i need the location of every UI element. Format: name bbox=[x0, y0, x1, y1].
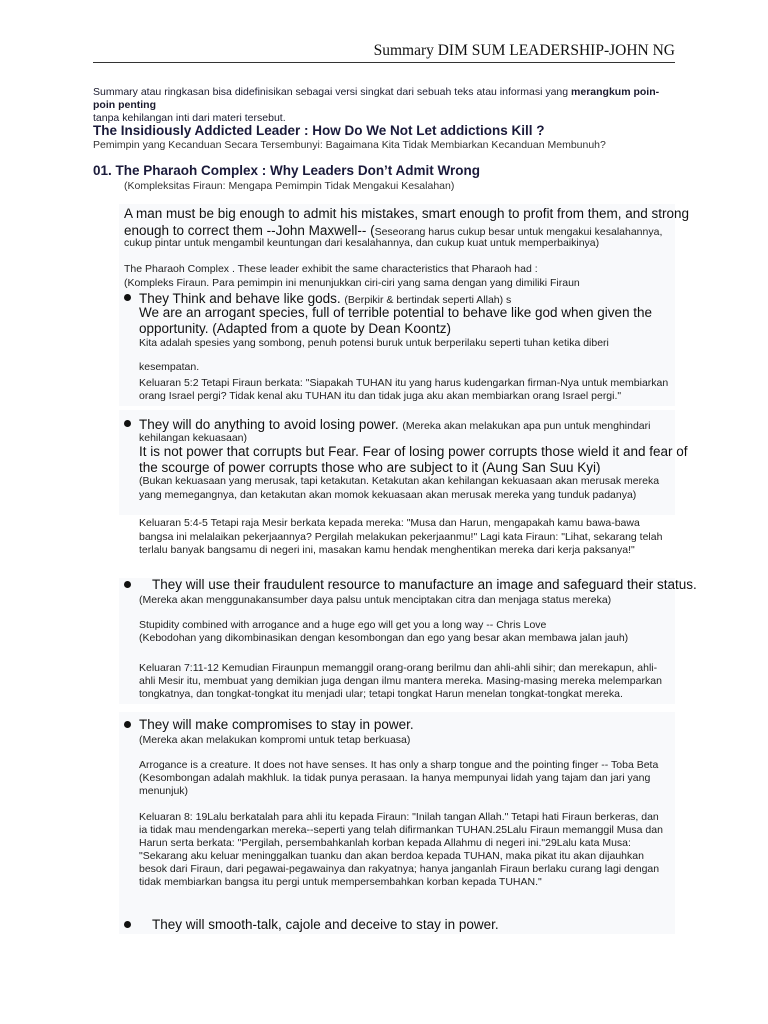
main-title-translation: Pemimpin yang Kecanduan Secara Tersembunyi: Bagaimana Kita Tidak Membiarkan Kecanduan Membunuh? bbox=[93, 139, 606, 151]
bullet-2-tr-line2: yang memegangnya, dan ketakutan akan momok kekuasaan akan merusak mereka yang tunduk padanya) bbox=[139, 489, 637, 501]
bullet-dot-3 bbox=[124, 581, 131, 588]
bullet-2-verse-line1: Keluaran 5:4-5 Tetapi raja Mesir berkata kepada mereka: "Musa dan Harun, mengapakah kamu bawa-bawa bbox=[139, 517, 640, 529]
bullet-dot-4 bbox=[124, 721, 131, 728]
bullet-dot-1 bbox=[124, 294, 131, 301]
bullet-2-head: They will do anything to avoid losing power. bbox=[139, 417, 403, 432]
bullet-3-head-tr: (Mereka akan menggunakansumber daya palsu untuk menciptakan citra dan menjaga status mereka) bbox=[139, 594, 612, 606]
bullet-3-quote-tr: (Kebodohan yang dikombinasikan dengan kesombongan dan ego yang besar akan membawa jalan jauh) bbox=[139, 632, 629, 644]
document-header: Summary DIM SUM LEADERSHIP-JOHN NG bbox=[373, 42, 675, 59]
bullet-4-verse-line4: "Sekarang aku keluar meninggalkan tuanku dan akan berdoa kepada TUHAN, maka pikat itu akan dijauhkan bbox=[139, 850, 644, 862]
intro-bold: merangkum poin-poin penting bbox=[93, 86, 660, 111]
complex-line1: The Pharaoh Complex . These leader exhibit the same characteristics that Pharaoh had : bbox=[124, 263, 538, 275]
quote-maxwell-big: enough to correct them --John Maxwell-- ( bbox=[124, 223, 375, 238]
bullet-1-quote-line2: opportunity. (Adapted from a quote by Dean Koontz) bbox=[139, 321, 451, 336]
bullet-2-head-tr: (Mereka akan melakukan apa pun untuk menghindari bbox=[402, 420, 651, 432]
bullet-dot-5 bbox=[124, 921, 131, 928]
bullet-4-verse-line2: ia tidak mau mendengarkan mereka--seperti yang telah difirmankan TUHAN.25Lalu Firaun memanggil Musa dan bbox=[139, 824, 663, 836]
bullet-4-quote-line3: menunjuk) bbox=[139, 785, 189, 797]
complex-line2: (Kompleks Firaun. Para pemimpin ini menunjukkan ciri-ciri yang sama dengan yang dimiliki Firaun bbox=[124, 277, 580, 289]
bullet-2-quote-line1: It is not power that corrupts but Fear. Fear of losing power corrupts those wield it and fear of bbox=[139, 444, 688, 459]
quote-maxwell-small: Seseorang harus cukup besar untuk mengakui kesalahannya, bbox=[374, 226, 663, 238]
quote-maxwell-line3: cukup pintar untuk mengambil keuntungan dari kesalahannya, dan cukup kuat untuk memperbaikinya) bbox=[124, 237, 600, 249]
bullet-2-tr-line1: (Bukan kekuasaan yang merusak, tapi ketakutan. Ketakutan akan kehilangan kekuasaan akan merusak mereka bbox=[139, 475, 660, 487]
bullet-4-head-tr: (Mereka akan melakukan kompromi untuk tetap berkuasa) bbox=[139, 734, 411, 746]
bullet-4-quote-line1: Arrogance is a creature. It does not have senses. It has only a sharp tongue and the pointing finger -- Toba Beta bbox=[139, 759, 659, 771]
intro-paragraph bbox=[93, 86, 678, 125]
bullet-1-verse-line1: Keluaran 5:2 Tetapi Firaun berkata: "Siapakah TUHAN itu yang harus kudengarkan firman-Nya untuk membiarkan bbox=[139, 377, 669, 389]
intro-text-line2: tanpa kehilangan inti dari materi tersebut. bbox=[93, 112, 286, 124]
bullet-4-verse-line3: Harun serta berkata: "Pergilah, persembahkanlah korban kepada Allahmu di negeri ini."29Lalu kata Musa: bbox=[139, 837, 631, 849]
bullet-2-head-tr-line2: kehilangan kekuasaan) bbox=[139, 432, 247, 444]
bullet-2-verse-line2: bangsa ini melalaikan pekerjaannya? Pergilah melakukan pekerjaanmu!" Lagi kata Firaun: "Lihat, sekarang telah bbox=[139, 531, 663, 543]
section-title: 01. The Pharaoh Complex : Why Leaders Don’t Admit Wrong bbox=[93, 163, 481, 178]
bullet-3-verse-line2: ahli Mesir itu, membuat yang demikian juga dengan ilmu mantera mereka. Masing-masing mereka melemparkan bbox=[139, 675, 662, 687]
quote-maxwell-line1: A man must be big enough to admit his mistakes, smart enough to profit from them, and strong bbox=[124, 206, 690, 221]
bullet-4-quote-line2: (Kesombongan adalah makhluk. Ia tidak punya perasaan. Ia hanya mempunyai lidah yang tajam dan jari yang bbox=[139, 772, 651, 784]
section-translation: (Kompleksitas Firaun: Mengapa Pemimpin Tidak Mengakui Kesalahan) bbox=[124, 180, 455, 192]
bullet-2-quote-line2: the scourge of power corrupts those who are subject to it (Aung San Suu Kyi) bbox=[139, 460, 601, 475]
bullet-3-verse-line1: Keluaran 7:11-12 Kemudian Firaunpun memanggil orang-orang berilmu dan ahli-ahli sihir; dan merekapun, ahli- bbox=[139, 662, 658, 674]
bullet-3-quote: Stupidity combined with arrogance and a huge ego will get you a long way -- Chris Love bbox=[139, 619, 547, 631]
bullet-3-head: They will use their fraudulent resource to manufacture an image and safeguard their status. bbox=[152, 577, 697, 592]
header-rule bbox=[93, 62, 675, 63]
bullet-4-verse-line1: Keluaran 8: 19Lalu berkatalah para ahli itu kepada Firaun: "Inilah tangan Allah." Tetapi hati Firaun berkeras, dan bbox=[139, 811, 659, 823]
bullet-3-verse-line3: tongkatnya, dan tongkat-tongkat itu menjadi ular; tetapi tongkat Harun menelan tongkat-tongkat mereka. bbox=[139, 688, 623, 700]
bullet-dot-2 bbox=[124, 420, 131, 427]
bullet-2-verse-line3: terlalu banyak bangsamu di negeri ini, masakan kamu hendak menghentikan mereka dari kerja paksanya!" bbox=[139, 544, 635, 556]
bullet-4-head: They will make compromises to stay in power. bbox=[139, 717, 414, 732]
bullet-1-tr-line2: kesempatan. bbox=[139, 361, 200, 373]
bullet-4-verse-line6: tidak membiarkan bangsa itu pergi untuk mempersembahkan korban kepada TUHAN." bbox=[139, 876, 542, 888]
bullet-5-head: They will smooth-talk, cajole and deceive to stay in power. bbox=[152, 917, 499, 932]
bullet-1-tr-line1: Kita adalah spesies yang sombong, penuh potensi buruk untuk berperilaku seperti tuhan ketika diberi bbox=[139, 337, 609, 349]
bullet-4-verse-line5: besok dari Firaun, dari pegawai-pegawainya dan rakyatnya; hanya janganlah Firaun berlaku curang lagi dengan bbox=[139, 863, 660, 875]
intro-text: Summary atau ringkasan bisa didefinisikan sebagai versi singkat dari sebuah teks atau informasi yang bbox=[93, 86, 572, 98]
bullet-1-head-tr: (Berpikir & bertindak seperti Allah) s bbox=[344, 294, 512, 306]
bullet-1-verse-line2: orang Israel pergi? Tidak kenal aku TUHAN itu dan tidak juga aku akan membiarkan orang Israel pergi." bbox=[139, 390, 622, 402]
main-title: The Insidiously Addicted Leader : How Do We Not Let addictions Kill ? bbox=[93, 123, 545, 138]
bullet-1-head: They Think and behave like gods. bbox=[139, 291, 345, 306]
bullet-1-quote-line1: We are an arrogant species, full of terrible potential to behave like god when given the bbox=[139, 305, 653, 320]
